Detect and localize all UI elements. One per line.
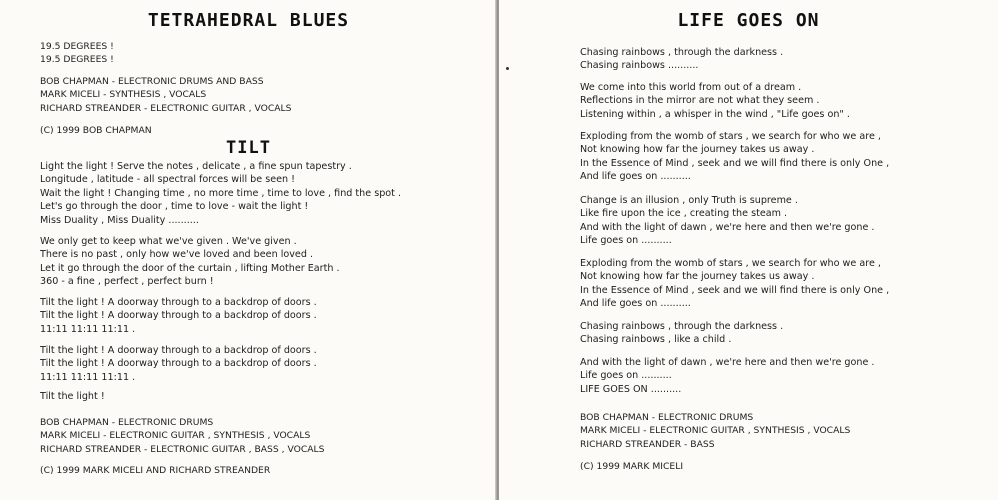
copyright-line: (C) 1999 MARK MICELI [580,461,684,472]
copyright-tetrahedral-blues [40,124,152,137]
copyright-line: (C) 1999 BOB CHAPMAN [40,125,152,136]
lyric-line: Life goes on .......... [580,370,672,382]
lyric-line: And life goes on .......... [580,171,691,183]
lyric-line: Chasing rainbows , like a child . [580,334,732,346]
lyric-line: Exploding from the womb of stars , we search for who we are , [580,258,881,269]
copyright-life-goes-on [580,460,683,473]
lyric-line: RICHARD STREANDER - ELECTRONIC GUITAR , BASS , VOCALS [40,443,325,455]
lyric-line: Let it go through the door of the curtain , lifting Mother Earth . [40,262,340,274]
lyric-line: In the Essence of Mind , seek and we will find there is only One , [580,284,890,296]
lyric-line: Wait the light ! Changing time , no more time , time to love , find the spot . [40,187,402,199]
lyric-line: And with the light of dawn , we're here and then we're gone . [580,221,875,233]
lyric-line: Chasing rainbows , through the darkness . [580,321,784,332]
credits-tilt [40,416,324,456]
lyric-line: Not knowing how far the journey takes us away . [580,144,815,156]
tilt-verse-2 [40,235,340,289]
song-title-tetrahedral-blues: TETRAHEDRAL BLUES [147,10,350,31]
lyric-line: Tilt the light ! A doorway through to a backdrop of doors . [40,297,317,308]
lyric-line: RICHARD STREANDER - BASS [580,438,715,450]
lyric-line: RICHARD STREANDER - ELECTRONIC GUITAR , VOCALS [40,102,292,114]
life-verse-4 [580,194,874,248]
tilt-verse-4 [40,344,317,384]
left-page [0,0,497,500]
life-verse-1 [580,46,783,73]
lyric-line: Chasing rainbows .......... [580,60,699,72]
lyric-line: MARK MICELI - SYNTHESIS , VOCALS [40,89,207,101]
lyric-line: And with the light of dawn , we're here and then we're gone . [580,357,875,368]
lyric-line: Let's go through the door , time to love - wait the light ! [40,201,309,213]
lyric-line: 19.5 DEGREES ! [40,54,114,66]
lyric-line: Tilt the light ! A doorway through to a backdrop of doors . [40,310,317,322]
lyric-line: MARK MICELI - ELECTRONIC GUITAR , SYNTHESIS , VOCALS [40,430,311,442]
life-verse-7 [580,356,874,396]
lyric-line: We come into this world from out of a dream . [580,82,802,93]
life-verse-2 [580,81,850,121]
lyric-line: Tilt the light ! A doorway through to a backdrop of doors . [40,345,317,356]
copyright-tilt [40,464,270,477]
tilt-verse-5 [40,390,105,403]
tilt-verse-1 [40,160,401,227]
credits-life-goes-on [580,411,850,451]
lyric-line: Tilt the light ! [40,391,105,402]
lyric-line: Like fire upon the ice , creating the steam . [580,208,788,220]
lyric-line: And life goes on .......... [580,298,691,310]
copyright-line: (C) 1999 MARK MICELI AND RICHARD STREANDER [40,465,271,476]
lyric-line: Reflections in the mirror are not what they seem . [580,95,820,107]
lyric-line: 11:11 11:11 11:11 . [40,371,136,383]
lyric-line: Chasing rainbows , through the darkness . [580,47,784,58]
lyric-line: Listening within , a whisper in the wind , "Life goes on" . [580,108,850,120]
page-mark [506,67,509,70]
lyric-line: 11:11 11:11 11:11 . [40,323,136,335]
lyric-line: In the Essence of Mind , seek and we will find there is only One , [580,157,890,169]
lyric-line: BOB CHAPMAN - ELECTRONIC DRUMS AND BASS [40,76,264,87]
lyric-line: LIFE GOES ON .......... [580,383,682,395]
tilt-verse-3 [40,296,317,336]
lyric-line: There is no past , only how we've loved and been loved . [40,249,314,261]
lyric-line: Light the light ! Serve the notes , delicate , a fine spun tapestry . [40,161,352,172]
song-title-life-goes-on: LIFE GOES ON [677,10,820,31]
lyric-line: Change is an illusion , only Truth is supreme . [580,195,798,206]
lyric-line: Miss Duality , Miss Duality .......... [40,214,199,226]
lyric-line: 360 - a fine , perfect , perfect burn ! [40,276,214,288]
lyric-line: 19.5 DEGREES ! [40,41,114,52]
intro-lines [40,40,114,67]
life-verse-6 [580,320,783,347]
lyric-line: Exploding from the womb of stars , we search for who we are , [580,131,881,142]
lyric-line: Tilt the light ! A doorway through to a backdrop of doors . [40,358,317,370]
life-verse-3 [580,130,889,184]
lyric-line: Life goes on .......... [580,235,672,247]
right-page [499,0,998,500]
lyric-line: Longitude , latitude - all spectral forces will be seen ! [40,174,295,186]
song-title-tilt: TILT [226,138,271,158]
lyric-line: BOB CHAPMAN - ELECTRONIC DRUMS [580,412,754,423]
life-verse-5 [580,257,889,311]
lyric-line: We only get to keep what we've given . We've given . [40,236,297,247]
lyric-line: MARK MICELI - ELECTRONIC GUITAR , SYNTHESIS , VOCALS [580,425,851,437]
lyric-line: BOB CHAPMAN - ELECTRONIC DRUMS [40,417,214,428]
lyric-line: Not knowing how far the journey takes us away . [580,271,815,283]
credits-tetrahedral-blues [40,75,291,115]
